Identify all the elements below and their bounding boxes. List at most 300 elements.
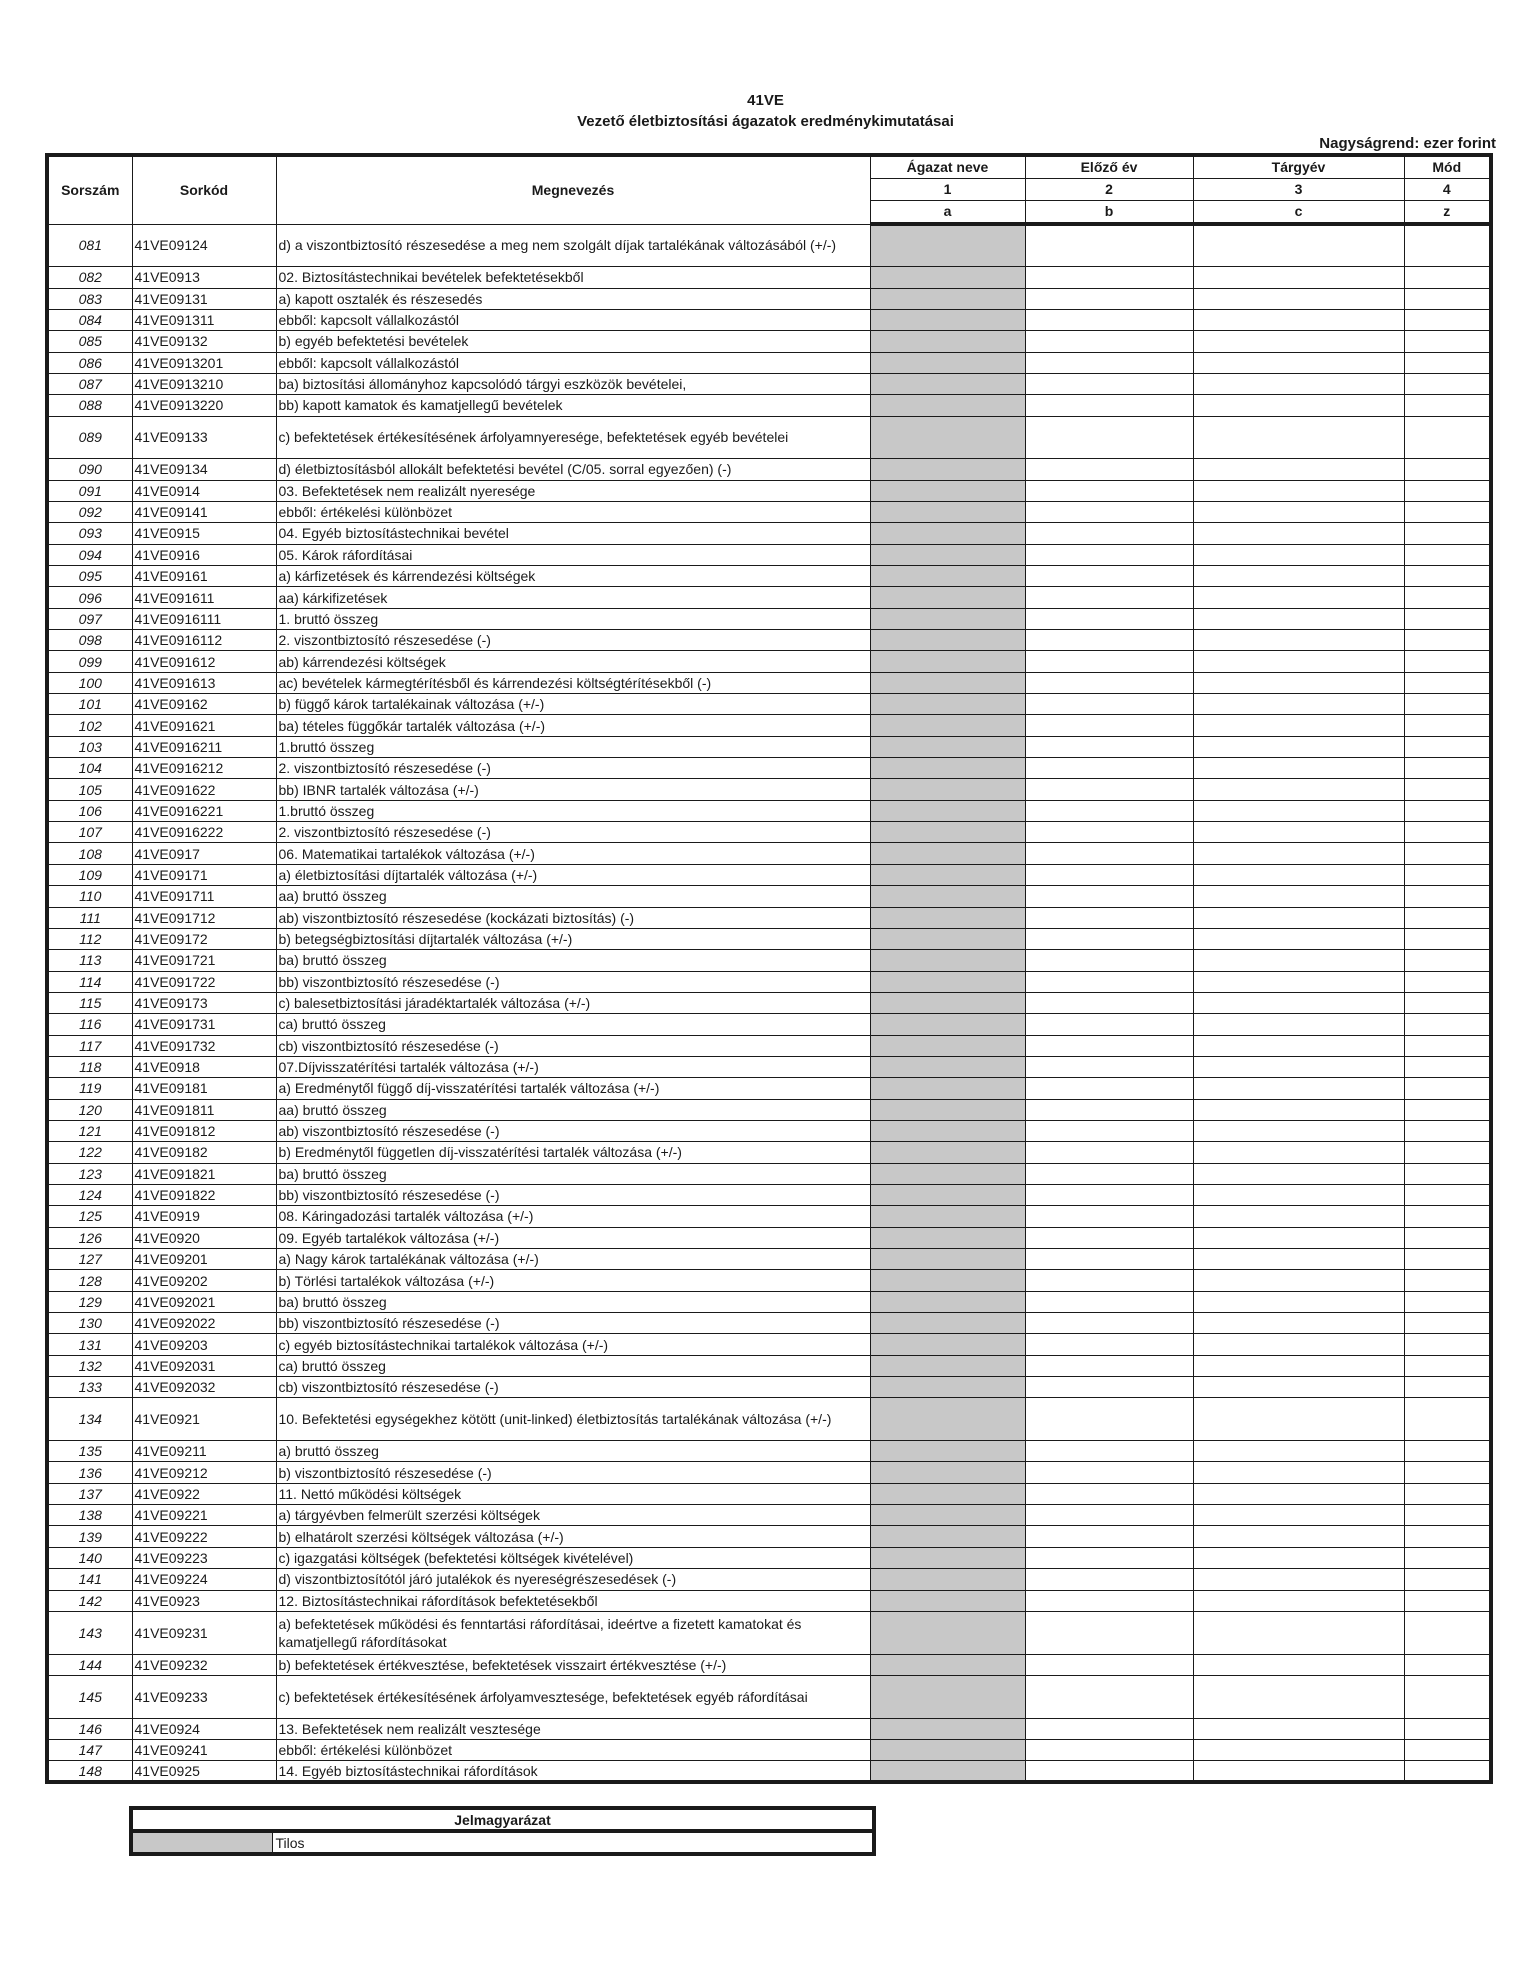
cell-mod[interactable] <box>1404 501 1491 522</box>
cell-targyev[interactable] <box>1193 886 1404 907</box>
row-number: 091 <box>47 480 132 501</box>
row-description: cb) viszontbiztosító részesedése (-) <box>276 1377 870 1398</box>
cell-elozo-ev[interactable] <box>1025 715 1193 736</box>
row-code: 41VE0916111 <box>132 608 276 629</box>
legend-title: Jelmagyarázat <box>131 1808 874 1831</box>
cell-mod[interactable] <box>1404 1291 1491 1312</box>
row-code: 41VE091812 <box>132 1120 276 1141</box>
cell-elozo-ev[interactable] <box>1025 1249 1193 1270</box>
cell-elozo-ev[interactable] <box>1025 950 1193 971</box>
cell-mod[interactable] <box>1404 779 1491 800</box>
cell-targyev[interactable] <box>1193 1184 1404 1205</box>
cell-agazat-neve <box>870 1526 1025 1547</box>
table-row <box>47 352 1491 373</box>
cell-mod[interactable] <box>1404 1142 1491 1163</box>
cell-mod[interactable] <box>1404 758 1491 779</box>
row-description: 1.bruttó összeg <box>276 736 870 757</box>
cell-elozo-ev[interactable] <box>1025 395 1193 416</box>
cell-elozo-ev[interactable] <box>1025 864 1193 885</box>
cell-targyev[interactable] <box>1193 864 1404 885</box>
row-code: 41VE0925 <box>132 1761 276 1782</box>
cell-elozo-ev[interactable] <box>1025 1718 1193 1739</box>
cell-mod[interactable] <box>1404 1056 1491 1077</box>
row-code: 41VE0913210 <box>132 373 276 394</box>
cell-mod[interactable] <box>1404 651 1491 672</box>
cell-mod[interactable] <box>1404 267 1491 288</box>
row-code: 41VE0916112 <box>132 630 276 651</box>
cell-mod[interactable] <box>1404 1270 1491 1291</box>
row-number: 109 <box>47 864 132 885</box>
cell-targyev[interactable] <box>1193 416 1404 459</box>
cell-agazat-neve <box>870 1654 1025 1675</box>
cell-elozo-ev[interactable] <box>1025 459 1193 480</box>
cell-mod[interactable] <box>1404 1761 1491 1782</box>
row-code: 41VE091811 <box>132 1099 276 1120</box>
cell-targyev[interactable] <box>1193 224 1404 267</box>
cell-elozo-ev[interactable] <box>1025 630 1193 651</box>
cell-elozo-ev[interactable] <box>1025 1761 1193 1782</box>
cell-targyev[interactable] <box>1193 1270 1404 1291</box>
cell-agazat-neve <box>870 992 1025 1013</box>
cell-targyev[interactable] <box>1193 800 1404 821</box>
cell-mod[interactable] <box>1404 288 1491 309</box>
row-number: 100 <box>47 672 132 693</box>
row-number: 112 <box>47 928 132 949</box>
cell-targyev[interactable] <box>1193 1035 1404 1056</box>
cell-targyev[interactable] <box>1193 288 1404 309</box>
cell-elozo-ev[interactable] <box>1025 309 1193 330</box>
row-code: 41VE091731 <box>132 1014 276 1035</box>
cell-targyev[interactable] <box>1193 992 1404 1013</box>
cell-targyev[interactable] <box>1193 1526 1404 1547</box>
cell-mod[interactable] <box>1404 1078 1491 1099</box>
cell-targyev[interactable] <box>1193 373 1404 394</box>
row-number: 148 <box>47 1761 132 1782</box>
table-row <box>47 1313 1491 1334</box>
cell-targyev[interactable] <box>1193 1120 1404 1141</box>
cell-agazat-neve <box>870 715 1025 736</box>
cell-elozo-ev[interactable] <box>1025 523 1193 544</box>
cell-targyev[interactable] <box>1193 608 1404 629</box>
cell-targyev[interactable] <box>1193 694 1404 715</box>
row-description: aa) bruttó összeg <box>276 1099 870 1120</box>
cell-mod[interactable] <box>1404 1739 1491 1760</box>
cell-elozo-ev[interactable] <box>1025 1547 1193 1568</box>
cell-elozo-ev[interactable] <box>1025 1035 1193 1056</box>
cell-agazat-neve <box>870 1291 1025 1312</box>
row-description: b) Eredménytől független díj-visszatérítési tartalék változása (+/-) <box>276 1142 870 1163</box>
cell-targyev[interactable] <box>1193 1718 1404 1739</box>
cell-mod[interactable] <box>1404 587 1491 608</box>
cell-elozo-ev[interactable] <box>1025 907 1193 928</box>
cell-targyev[interactable] <box>1193 459 1404 480</box>
cell-mod[interactable] <box>1404 608 1491 629</box>
cell-targyev[interactable] <box>1193 587 1404 608</box>
cell-targyev[interactable] <box>1193 1398 1404 1441</box>
cell-targyev[interactable] <box>1193 736 1404 757</box>
cell-mod[interactable] <box>1404 1355 1491 1376</box>
cell-elozo-ev[interactable] <box>1025 1739 1193 1760</box>
cell-targyev[interactable] <box>1193 1078 1404 1099</box>
cell-mod[interactable] <box>1404 1526 1491 1547</box>
cell-elozo-ev[interactable] <box>1025 1120 1193 1141</box>
row-description: 03. Befektetések nem realizált nyeresége <box>276 480 870 501</box>
cell-elozo-ev[interactable] <box>1025 331 1193 352</box>
row-code: 41VE09181 <box>132 1078 276 1099</box>
cell-mod[interactable] <box>1404 224 1491 267</box>
cell-elozo-ev[interactable] <box>1025 480 1193 501</box>
cell-targyev[interactable] <box>1193 501 1404 522</box>
cell-targyev[interactable] <box>1193 1739 1404 1760</box>
cell-mod[interactable] <box>1404 1569 1491 1590</box>
cell-elozo-ev[interactable] <box>1025 1462 1193 1483</box>
row-number: 137 <box>47 1483 132 1504</box>
row-code: 41VE0918 <box>132 1056 276 1077</box>
cell-agazat-neve <box>870 352 1025 373</box>
cell-targyev[interactable] <box>1193 1377 1404 1398</box>
table-row <box>47 886 1491 907</box>
cell-mod[interactable] <box>1404 1184 1491 1205</box>
cell-mod[interactable] <box>1404 395 1491 416</box>
cell-targyev[interactable] <box>1193 672 1404 693</box>
row-code: 41VE091722 <box>132 971 276 992</box>
cell-elozo-ev[interactable] <box>1025 1505 1193 1526</box>
cell-targyev[interactable] <box>1193 1462 1404 1483</box>
row-code: 41VE0916212 <box>132 758 276 779</box>
cell-targyev[interactable] <box>1193 1206 1404 1227</box>
cell-targyev[interactable] <box>1193 1249 1404 1270</box>
cell-elozo-ev[interactable] <box>1025 1270 1193 1291</box>
cell-elozo-ev[interactable] <box>1025 1654 1193 1675</box>
row-number: 092 <box>47 501 132 522</box>
cell-mod[interactable] <box>1404 1547 1491 1568</box>
row-number: 090 <box>47 459 132 480</box>
cell-targyev[interactable] <box>1193 1441 1404 1462</box>
row-code: 41VE09211 <box>132 1441 276 1462</box>
row-number: 142 <box>47 1590 132 1611</box>
cell-mod[interactable] <box>1404 1035 1491 1056</box>
row-description: ab) kárrendezési költségek <box>276 651 870 672</box>
cell-elozo-ev[interactable] <box>1025 1163 1193 1184</box>
cell-mod[interactable] <box>1404 1483 1491 1504</box>
row-description: c) balesetbiztosítási járadéktartalék változása (+/-) <box>276 992 870 1013</box>
cell-targyev[interactable] <box>1193 1142 1404 1163</box>
cell-mod[interactable] <box>1404 907 1491 928</box>
row-code: 41VE0916222 <box>132 822 276 843</box>
cell-elozo-ev[interactable] <box>1025 1227 1193 1248</box>
cell-elozo-ev[interactable] <box>1025 1313 1193 1334</box>
table-row <box>47 694 1491 715</box>
cell-elozo-ev[interactable] <box>1025 1526 1193 1547</box>
cell-elozo-ev[interactable] <box>1025 1355 1193 1376</box>
cell-elozo-ev[interactable] <box>1025 1611 1193 1654</box>
row-description: 14. Egyéb biztosítástechnikai ráfordítások <box>276 1761 870 1782</box>
cell-mod[interactable] <box>1404 1462 1491 1483</box>
cell-elozo-ev[interactable] <box>1025 1398 1193 1441</box>
table-row <box>47 1291 1491 1312</box>
row-description: aa) bruttó összeg <box>276 886 870 907</box>
cell-mod[interactable] <box>1404 1441 1491 1462</box>
cell-targyev[interactable] <box>1193 1099 1404 1120</box>
cell-targyev[interactable] <box>1193 1505 1404 1526</box>
cell-mod[interactable] <box>1404 1675 1491 1718</box>
cell-elozo-ev[interactable] <box>1025 224 1193 267</box>
cell-agazat-neve <box>870 587 1025 608</box>
table-body <box>47 224 1491 1782</box>
cell-agazat-neve <box>870 288 1025 309</box>
cell-mod[interactable] <box>1404 523 1491 544</box>
cell-mod[interactable] <box>1404 1334 1491 1355</box>
cell-mod[interactable] <box>1404 886 1491 907</box>
cell-mod[interactable] <box>1404 1014 1491 1035</box>
row-description: a) Nagy károk tartalékának változása (+/-) <box>276 1249 870 1270</box>
table-row <box>47 544 1491 565</box>
cell-elozo-ev[interactable] <box>1025 267 1193 288</box>
cell-targyev[interactable] <box>1193 1611 1404 1654</box>
cell-targyev[interactable] <box>1193 843 1404 864</box>
row-code: 41VE092021 <box>132 1291 276 1312</box>
row-code: 41VE091621 <box>132 715 276 736</box>
cell-targyev[interactable] <box>1193 1291 1404 1312</box>
cell-mod[interactable] <box>1404 1377 1491 1398</box>
cell-targyev[interactable] <box>1193 309 1404 330</box>
cell-targyev[interactable] <box>1193 1547 1404 1568</box>
legend-forbidden-label: Tilos <box>272 1831 874 1854</box>
table-row <box>47 1334 1491 1355</box>
cell-targyev[interactable] <box>1193 267 1404 288</box>
cell-targyev[interactable] <box>1193 1334 1404 1355</box>
col-number-1: 1 <box>870 179 1025 201</box>
row-code: 41VE091732 <box>132 1035 276 1056</box>
cell-mod[interactable] <box>1404 1206 1491 1227</box>
cell-agazat-neve <box>870 1569 1025 1590</box>
cell-elozo-ev[interactable] <box>1025 1014 1193 1035</box>
cell-targyev[interactable] <box>1193 1163 1404 1184</box>
row-code: 41VE091711 <box>132 886 276 907</box>
cell-elozo-ev[interactable] <box>1025 886 1193 907</box>
cell-elozo-ev[interactable] <box>1025 736 1193 757</box>
row-code: 41VE0916221 <box>132 800 276 821</box>
table-row <box>47 309 1491 330</box>
cell-agazat-neve <box>870 1142 1025 1163</box>
cell-targyev[interactable] <box>1193 523 1404 544</box>
cell-mod[interactable] <box>1404 352 1491 373</box>
cell-targyev[interactable] <box>1193 544 1404 565</box>
cell-mod[interactable] <box>1404 1120 1491 1141</box>
cell-mod[interactable] <box>1404 1718 1491 1739</box>
cell-elozo-ev[interactable] <box>1025 843 1193 864</box>
cell-elozo-ev[interactable] <box>1025 1590 1193 1611</box>
cell-elozo-ev[interactable] <box>1025 800 1193 821</box>
cell-mod[interactable] <box>1404 331 1491 352</box>
cell-elozo-ev[interactable] <box>1025 672 1193 693</box>
cell-elozo-ev[interactable] <box>1025 1675 1193 1718</box>
cell-targyev[interactable] <box>1193 651 1404 672</box>
cell-agazat-neve <box>870 843 1025 864</box>
row-code: 41VE0913 <box>132 267 276 288</box>
cell-mod[interactable] <box>1404 630 1491 651</box>
table-row <box>47 459 1491 480</box>
cell-mod[interactable] <box>1404 1099 1491 1120</box>
cell-elozo-ev[interactable] <box>1025 1184 1193 1205</box>
cell-agazat-neve <box>870 779 1025 800</box>
cell-targyev[interactable] <box>1193 1483 1404 1504</box>
cell-mod[interactable] <box>1404 544 1491 565</box>
cell-mod[interactable] <box>1404 373 1491 394</box>
cell-elozo-ev[interactable] <box>1025 1056 1193 1077</box>
cell-elozo-ev[interactable] <box>1025 1078 1193 1099</box>
row-code: 41VE091721 <box>132 950 276 971</box>
cell-targyev[interactable] <box>1193 1313 1404 1334</box>
row-code: 41VE09203 <box>132 1334 276 1355</box>
cell-mod[interactable] <box>1404 694 1491 715</box>
row-description: bb) viszontbiztosító részesedése (-) <box>276 1184 870 1205</box>
cell-agazat-neve <box>870 1377 1025 1398</box>
cell-elozo-ev[interactable] <box>1025 694 1193 715</box>
col-header-sorszam: Sorszám <box>47 155 132 224</box>
cell-targyev[interactable] <box>1193 630 1404 651</box>
cell-mod[interactable] <box>1404 1590 1491 1611</box>
cell-elozo-ev[interactable] <box>1025 779 1193 800</box>
row-number: 127 <box>47 1249 132 1270</box>
row-number: 089 <box>47 416 132 459</box>
cell-targyev[interactable] <box>1193 1590 1404 1611</box>
cell-targyev[interactable] <box>1193 1355 1404 1376</box>
cell-elozo-ev[interactable] <box>1025 544 1193 565</box>
cell-elozo-ev[interactable] <box>1025 1142 1193 1163</box>
cell-agazat-neve <box>870 822 1025 843</box>
cell-targyev[interactable] <box>1193 1675 1404 1718</box>
cell-mod[interactable] <box>1404 309 1491 330</box>
cell-elozo-ev[interactable] <box>1025 416 1193 459</box>
row-description: 12. Biztosítástechnikai ráfordítások befektetésekből <box>276 1590 870 1611</box>
cell-elozo-ev[interactable] <box>1025 758 1193 779</box>
cell-elozo-ev[interactable] <box>1025 651 1193 672</box>
cell-mod[interactable] <box>1404 864 1491 885</box>
cell-elozo-ev[interactable] <box>1025 971 1193 992</box>
cell-elozo-ev[interactable] <box>1025 352 1193 373</box>
row-number: 123 <box>47 1163 132 1184</box>
cell-mod[interactable] <box>1404 736 1491 757</box>
cell-targyev[interactable] <box>1193 971 1404 992</box>
cell-elozo-ev[interactable] <box>1025 928 1193 949</box>
cell-mod[interactable] <box>1404 992 1491 1013</box>
cell-targyev[interactable] <box>1193 950 1404 971</box>
table-row <box>47 800 1491 821</box>
cell-targyev[interactable] <box>1193 928 1404 949</box>
cell-mod[interactable] <box>1404 672 1491 693</box>
cell-mod[interactable] <box>1404 1505 1491 1526</box>
cell-targyev[interactable] <box>1193 1654 1404 1675</box>
cell-elozo-ev[interactable] <box>1025 1483 1193 1504</box>
row-number: 103 <box>47 736 132 757</box>
cell-mod[interactable] <box>1404 928 1491 949</box>
row-code: 41VE09141 <box>132 501 276 522</box>
cell-mod[interactable] <box>1404 843 1491 864</box>
cell-mod[interactable] <box>1404 1227 1491 1248</box>
row-code: 41VE09233 <box>132 1675 276 1718</box>
cell-mod[interactable] <box>1404 416 1491 459</box>
cell-targyev[interactable] <box>1193 907 1404 928</box>
cell-targyev[interactable] <box>1193 1056 1404 1077</box>
cell-elozo-ev[interactable] <box>1025 1334 1193 1355</box>
cell-targyev[interactable] <box>1193 715 1404 736</box>
table-row <box>47 416 1491 459</box>
cell-elozo-ev[interactable] <box>1025 1441 1193 1462</box>
cell-agazat-neve <box>870 523 1025 544</box>
cell-mod[interactable] <box>1404 566 1491 587</box>
cell-mod[interactable] <box>1404 1163 1491 1184</box>
cell-mod[interactable] <box>1404 459 1491 480</box>
cell-mod[interactable] <box>1404 1654 1491 1675</box>
cell-elozo-ev[interactable] <box>1025 288 1193 309</box>
cell-mod[interactable] <box>1404 1611 1491 1654</box>
cell-elozo-ev[interactable] <box>1025 1291 1193 1312</box>
cell-targyev[interactable] <box>1193 1761 1404 1782</box>
cell-mod[interactable] <box>1404 1249 1491 1270</box>
cell-elozo-ev[interactable] <box>1025 566 1193 587</box>
cell-targyev[interactable] <box>1193 1014 1404 1035</box>
cell-elozo-ev[interactable] <box>1025 587 1193 608</box>
row-code: 41VE0923 <box>132 1590 276 1611</box>
cell-mod[interactable] <box>1404 480 1491 501</box>
cell-targyev[interactable] <box>1193 480 1404 501</box>
cell-elozo-ev[interactable] <box>1025 373 1193 394</box>
row-number: 143 <box>47 1611 132 1654</box>
cell-elozo-ev[interactable] <box>1025 1099 1193 1120</box>
cell-targyev[interactable] <box>1193 779 1404 800</box>
cell-elozo-ev[interactable] <box>1025 608 1193 629</box>
cell-targyev[interactable] <box>1193 822 1404 843</box>
cell-elozo-ev[interactable] <box>1025 992 1193 1013</box>
cell-targyev[interactable] <box>1193 758 1404 779</box>
cell-elozo-ev[interactable] <box>1025 1569 1193 1590</box>
row-description: a) kapott osztalék és részesedés <box>276 288 870 309</box>
cell-targyev[interactable] <box>1193 352 1404 373</box>
cell-targyev[interactable] <box>1193 331 1404 352</box>
row-number: 107 <box>47 822 132 843</box>
row-number: 081 <box>47 224 132 267</box>
row-description: 04. Egyéb biztosítástechnikai bevétel <box>276 523 870 544</box>
cell-mod[interactable] <box>1404 715 1491 736</box>
cell-agazat-neve <box>870 608 1025 629</box>
cell-elozo-ev[interactable] <box>1025 1206 1193 1227</box>
cell-mod[interactable] <box>1404 971 1491 992</box>
cell-mod[interactable] <box>1404 1313 1491 1334</box>
row-code: 41VE09134 <box>132 459 276 480</box>
table-row <box>47 1035 1491 1056</box>
cell-agazat-neve <box>870 1675 1025 1718</box>
cell-targyev[interactable] <box>1193 1569 1404 1590</box>
cell-elozo-ev[interactable] <box>1025 1377 1193 1398</box>
cell-targyev[interactable] <box>1193 566 1404 587</box>
cell-mod[interactable] <box>1404 822 1491 843</box>
cell-mod[interactable] <box>1404 950 1491 971</box>
row-description: b) viszontbiztosító részesedése (-) <box>276 1462 870 1483</box>
row-number: 140 <box>47 1547 132 1568</box>
cell-targyev[interactable] <box>1193 395 1404 416</box>
cell-agazat-neve <box>870 1313 1025 1334</box>
cell-elozo-ev[interactable] <box>1025 822 1193 843</box>
row-number: 125 <box>47 1206 132 1227</box>
cell-mod[interactable] <box>1404 1398 1491 1441</box>
table-row <box>47 779 1491 800</box>
table-row <box>47 224 1491 267</box>
cell-targyev[interactable] <box>1193 1227 1404 1248</box>
cell-elozo-ev[interactable] <box>1025 501 1193 522</box>
cell-mod[interactable] <box>1404 800 1491 821</box>
row-number: 094 <box>47 544 132 565</box>
